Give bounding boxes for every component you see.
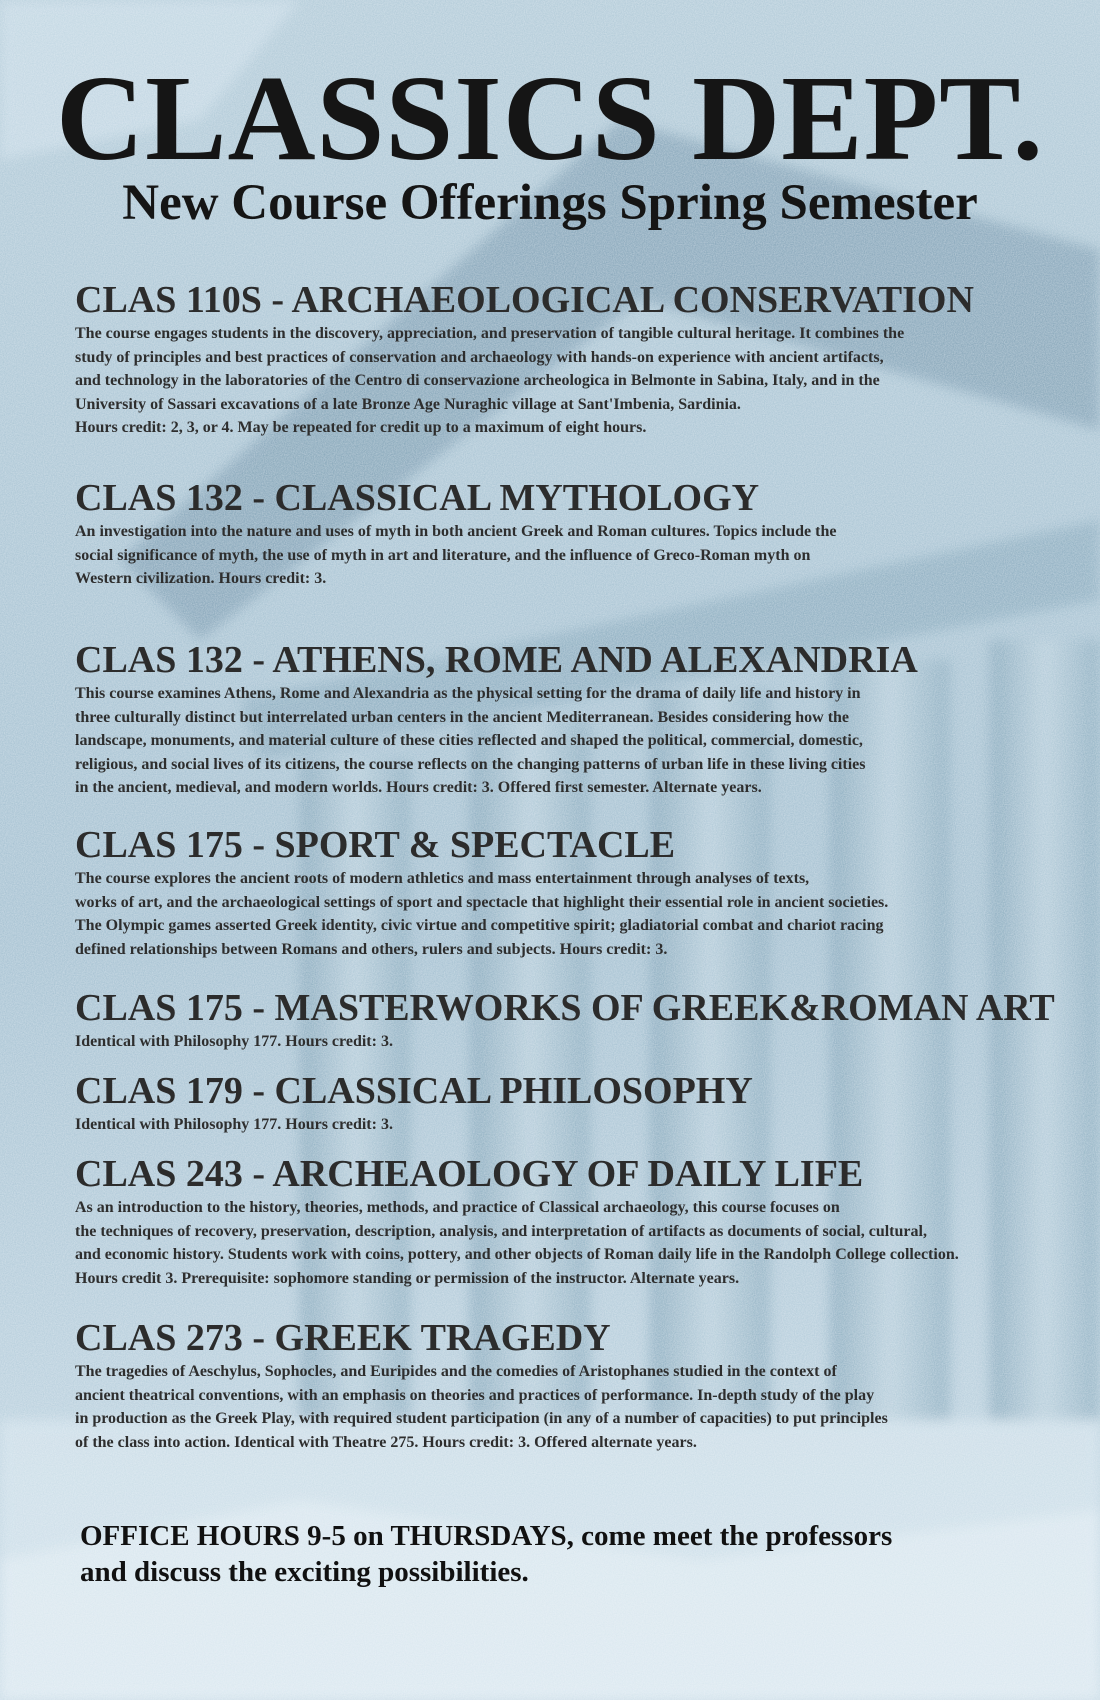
page-title: CLASSICS DEPT. — [55, 51, 1045, 186]
course-description: The course engages students in the discovery, appreciation, and preservation of tangible cultural heritage. It combines the study of principles and best practices of conservation and archaeology with hands-on experience with ancient artifacts, and technology in the laboratories of the Centro di conservazione archeologica in Belmonte in Sabina, Italy, and in the University of Sassari excavations of a late Bronze Age Nuraghic village at Sant'Imbenia, Sardinia. Hours credit: 2, 3, or 4. May be repeated for credit up to a maximum of eight hours. — [75, 325, 905, 436]
course-block — [75, 1071, 1085, 1137]
course-title: CLAS 175 - MASTERWORKS OF GREEK&ROMAN ART — [75, 987, 1055, 1029]
course-description: As an introduction to the history, theories, methods, and practice of Classical archaeology, this course focuses on the techniques of recovery, preservation, description, analysis, and interpretation of artifacts as documents of social, cultural, and economic history. Students work with coins, pottery, and other objects of Roman daily life in the Randolph College collection. Hours credit 3. Prerequisite: sophomore standing or permission of the instructor. Alternate years. — [75, 1199, 959, 1287]
course-title: CLAS 175 - SPORT & SPECTACLE — [75, 824, 676, 866]
course-title: CLAS 243 - ARCHEAOLOGY OF DAILY LIFE — [75, 1153, 864, 1195]
course-description: The tragedies of Aeschylus, Sophocles, and Euripides and the comedies of Aristophanes studied in the context of ancient theatrical conventions, with an emphasis on theories and practices of performance. In-depth study of the play in production as the Greek Play, with required student participation (in any of a number of capacities) to put principles of the class into action. Identical with Theatre 275. Hours credit: 3. Offered alternate years. — [75, 1363, 888, 1451]
course-title: CLAS 179 - CLASSICAL PHILOSOPHY — [75, 1070, 753, 1112]
office-hours-note: OFFICE HOURS 9-5 on THURSDAYS, come meet the professors and discuss the exciting possibilities. — [80, 1520, 893, 1588]
course-block — [75, 280, 1085, 440]
course-block — [75, 825, 1085, 961]
course-title: CLAS 132 - CLASSICAL MYTHOLOGY — [75, 477, 760, 519]
course-block — [75, 1154, 1085, 1290]
course-description: Identical with Philosophy 177. Hours credit: 3. — [75, 1033, 393, 1050]
course-title: CLAS 273 - GREEK TRAGEDY — [75, 1317, 611, 1359]
course-block — [75, 988, 1085, 1054]
course-description: An investigation into the nature and uses of myth in both ancient Greek and Roman cultures. Topics include the social significance of myth, the use of myth in art and literature, and the influence of Greco-Roman myth on Western civilization. Hours credit: 3. — [75, 523, 837, 587]
course-description: The course explores the ancient roots of modern athletics and mass entertainment through analyses of texts, works of art, and the archaeological settings of sport and spectacle that highlight their essential role in ancient societies. The Olympic games asserted Greek identity, civic virtue and competitive spirit; gladiatorial combat and chariot racing defined relationships between Romans and others, rulers and subjects. Hours credit: 3. — [75, 870, 889, 958]
course-title: CLAS 132 - ATHENS, ROME AND ALEXANDRIA — [75, 639, 918, 681]
course-title: CLAS 110S - ARCHAEOLOGICAL CONSERVATION — [75, 279, 974, 321]
course-block — [75, 1318, 1085, 1454]
course-block — [75, 640, 1085, 800]
course-description: This course examines Athens, Rome and Alexandria as the physical setting for the drama of daily life and history in three culturally distinct but interrelated urban centers in the ancient Mediterranean. Besides considering how the landscape, monuments, and material culture of these cities reflected and shaped the political, commercial, domestic, religious, and social lives of its citizens, the course reflects on the changing patterns of urban life in these living cities in the ancient, medieval, and modern worlds. Hours credit: 3. Offered first semester. Alternate years. — [75, 685, 866, 796]
page-subtitle: New Course Offerings Spring Semester — [122, 175, 978, 231]
course-block — [75, 478, 1085, 591]
course-description: Identical with Philosophy 177. Hours credit: 3. — [75, 1116, 393, 1133]
